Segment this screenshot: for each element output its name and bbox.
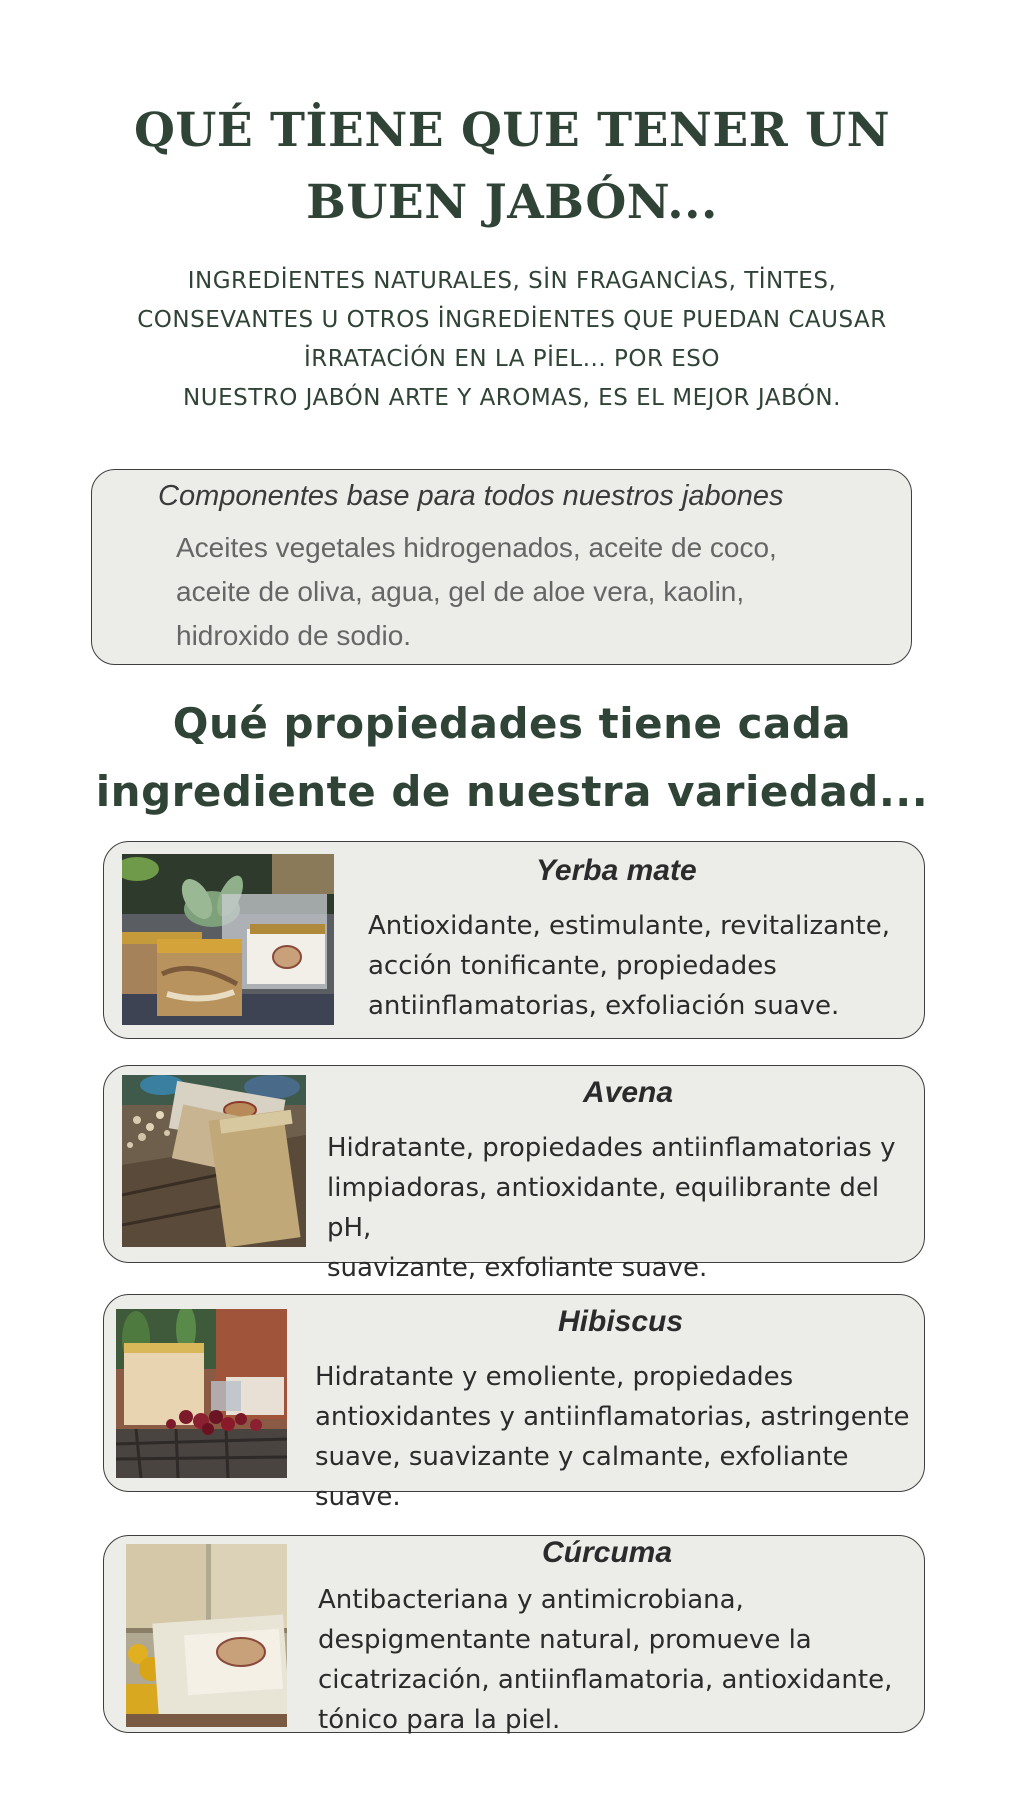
ingredient-line: Hidratante y emoliente, propiedades	[315, 1362, 794, 1392]
properties-section-title	[0, 690, 1024, 826]
page-title-line-2: BUEN JABÓN...	[306, 175, 718, 230]
ingredient-name: Hibiscus	[558, 1305, 684, 1338]
ingredient-card-hibiscus	[103, 1294, 925, 1512]
ingredient-line: Hidratante, propiedades antiinflamatorias y	[327, 1133, 896, 1163]
ingredient-card-curcuma	[103, 1535, 925, 1733]
intro-text	[40, 262, 984, 418]
ingredient-description	[318, 1580, 913, 1740]
base-components-title: Componentes base para todos nuestros jabones	[158, 480, 784, 512]
ingredient-name: Cúrcuma	[542, 1536, 673, 1569]
base-components-box	[91, 469, 912, 665]
ingredient-line: suave, suavizante y calmante, exfoliante suave.	[315, 1442, 849, 1512]
properties-title-line-2: ingrediente de nuestra variedad...	[95, 767, 929, 816]
base-components-text	[176, 526, 876, 658]
ingredient-name: Avena	[583, 1076, 674, 1109]
base-components-line-2: aceite de oliva, agua, gel de aloe vera, kaolin,	[176, 576, 745, 607]
intro-line-1: INGREDİENTES NATURALES, SİN FRAGANCİAS, TİNTES,	[187, 268, 837, 294]
ingredient-name: Yerba mate	[536, 854, 697, 887]
ingredient-line: Antioxidante, estimulante, revitalizante,	[368, 911, 890, 941]
yerba-mate-soap-photo	[122, 854, 334, 1025]
intro-line-2: CONSEVANTES U OTROS İNGREDİENTES QUE PUEDAN CAUSAR	[137, 307, 887, 333]
avena-soap-photo	[122, 1075, 306, 1247]
ingredient-line: antioxidantes y antiinflamatorias, astringente	[315, 1402, 910, 1432]
ingredient-description	[315, 1357, 915, 1517]
intro-line-3: İRRATACİÓN EN LA PİEL... POR ESO	[304, 346, 720, 372]
ingredient-line: antiinflamatorias, exfoliación suave.	[368, 991, 840, 1021]
ingredient-line: suavizante, exfoliante suave.	[327, 1253, 708, 1283]
ingredient-line: cicatrización, antiinflamatoria, antioxidante,	[318, 1665, 893, 1695]
ingredient-description	[368, 906, 918, 1026]
ingredient-line: acción tonificante, propiedades	[368, 951, 777, 981]
hibiscus-soap-photo	[116, 1309, 287, 1478]
curcuma-soap-photo	[126, 1544, 287, 1727]
page-title	[0, 95, 1024, 239]
ingredient-description	[327, 1128, 923, 1288]
base-components-line-1: Aceites vegetales hidrogenados, aceite de coco,	[176, 532, 777, 563]
ingredient-card-avena	[103, 1065, 925, 1283]
intro-line-4: NUESTRO JABÓN ARTE Y AROMAS, ES EL MEJOR JABÓN.	[183, 385, 841, 411]
ingredient-line: tónico para la piel.	[318, 1705, 561, 1735]
ingredient-line: limpiadoras, antioxidante, equilibrante del pH,	[327, 1173, 880, 1243]
properties-title-line-1: Qué propiedades tiene cada	[172, 699, 852, 748]
ingredient-card-yerba-mate	[103, 841, 925, 1039]
page-title-line-1: QUÉ TİENE QUE TENER UN	[133, 103, 891, 158]
ingredient-line: despigmentante natural, promueve la	[318, 1625, 812, 1655]
base-components-line-3: hidroxido de sodio.	[176, 620, 412, 651]
ingredient-line: Antibacteriana y antimicrobiana,	[318, 1585, 744, 1615]
